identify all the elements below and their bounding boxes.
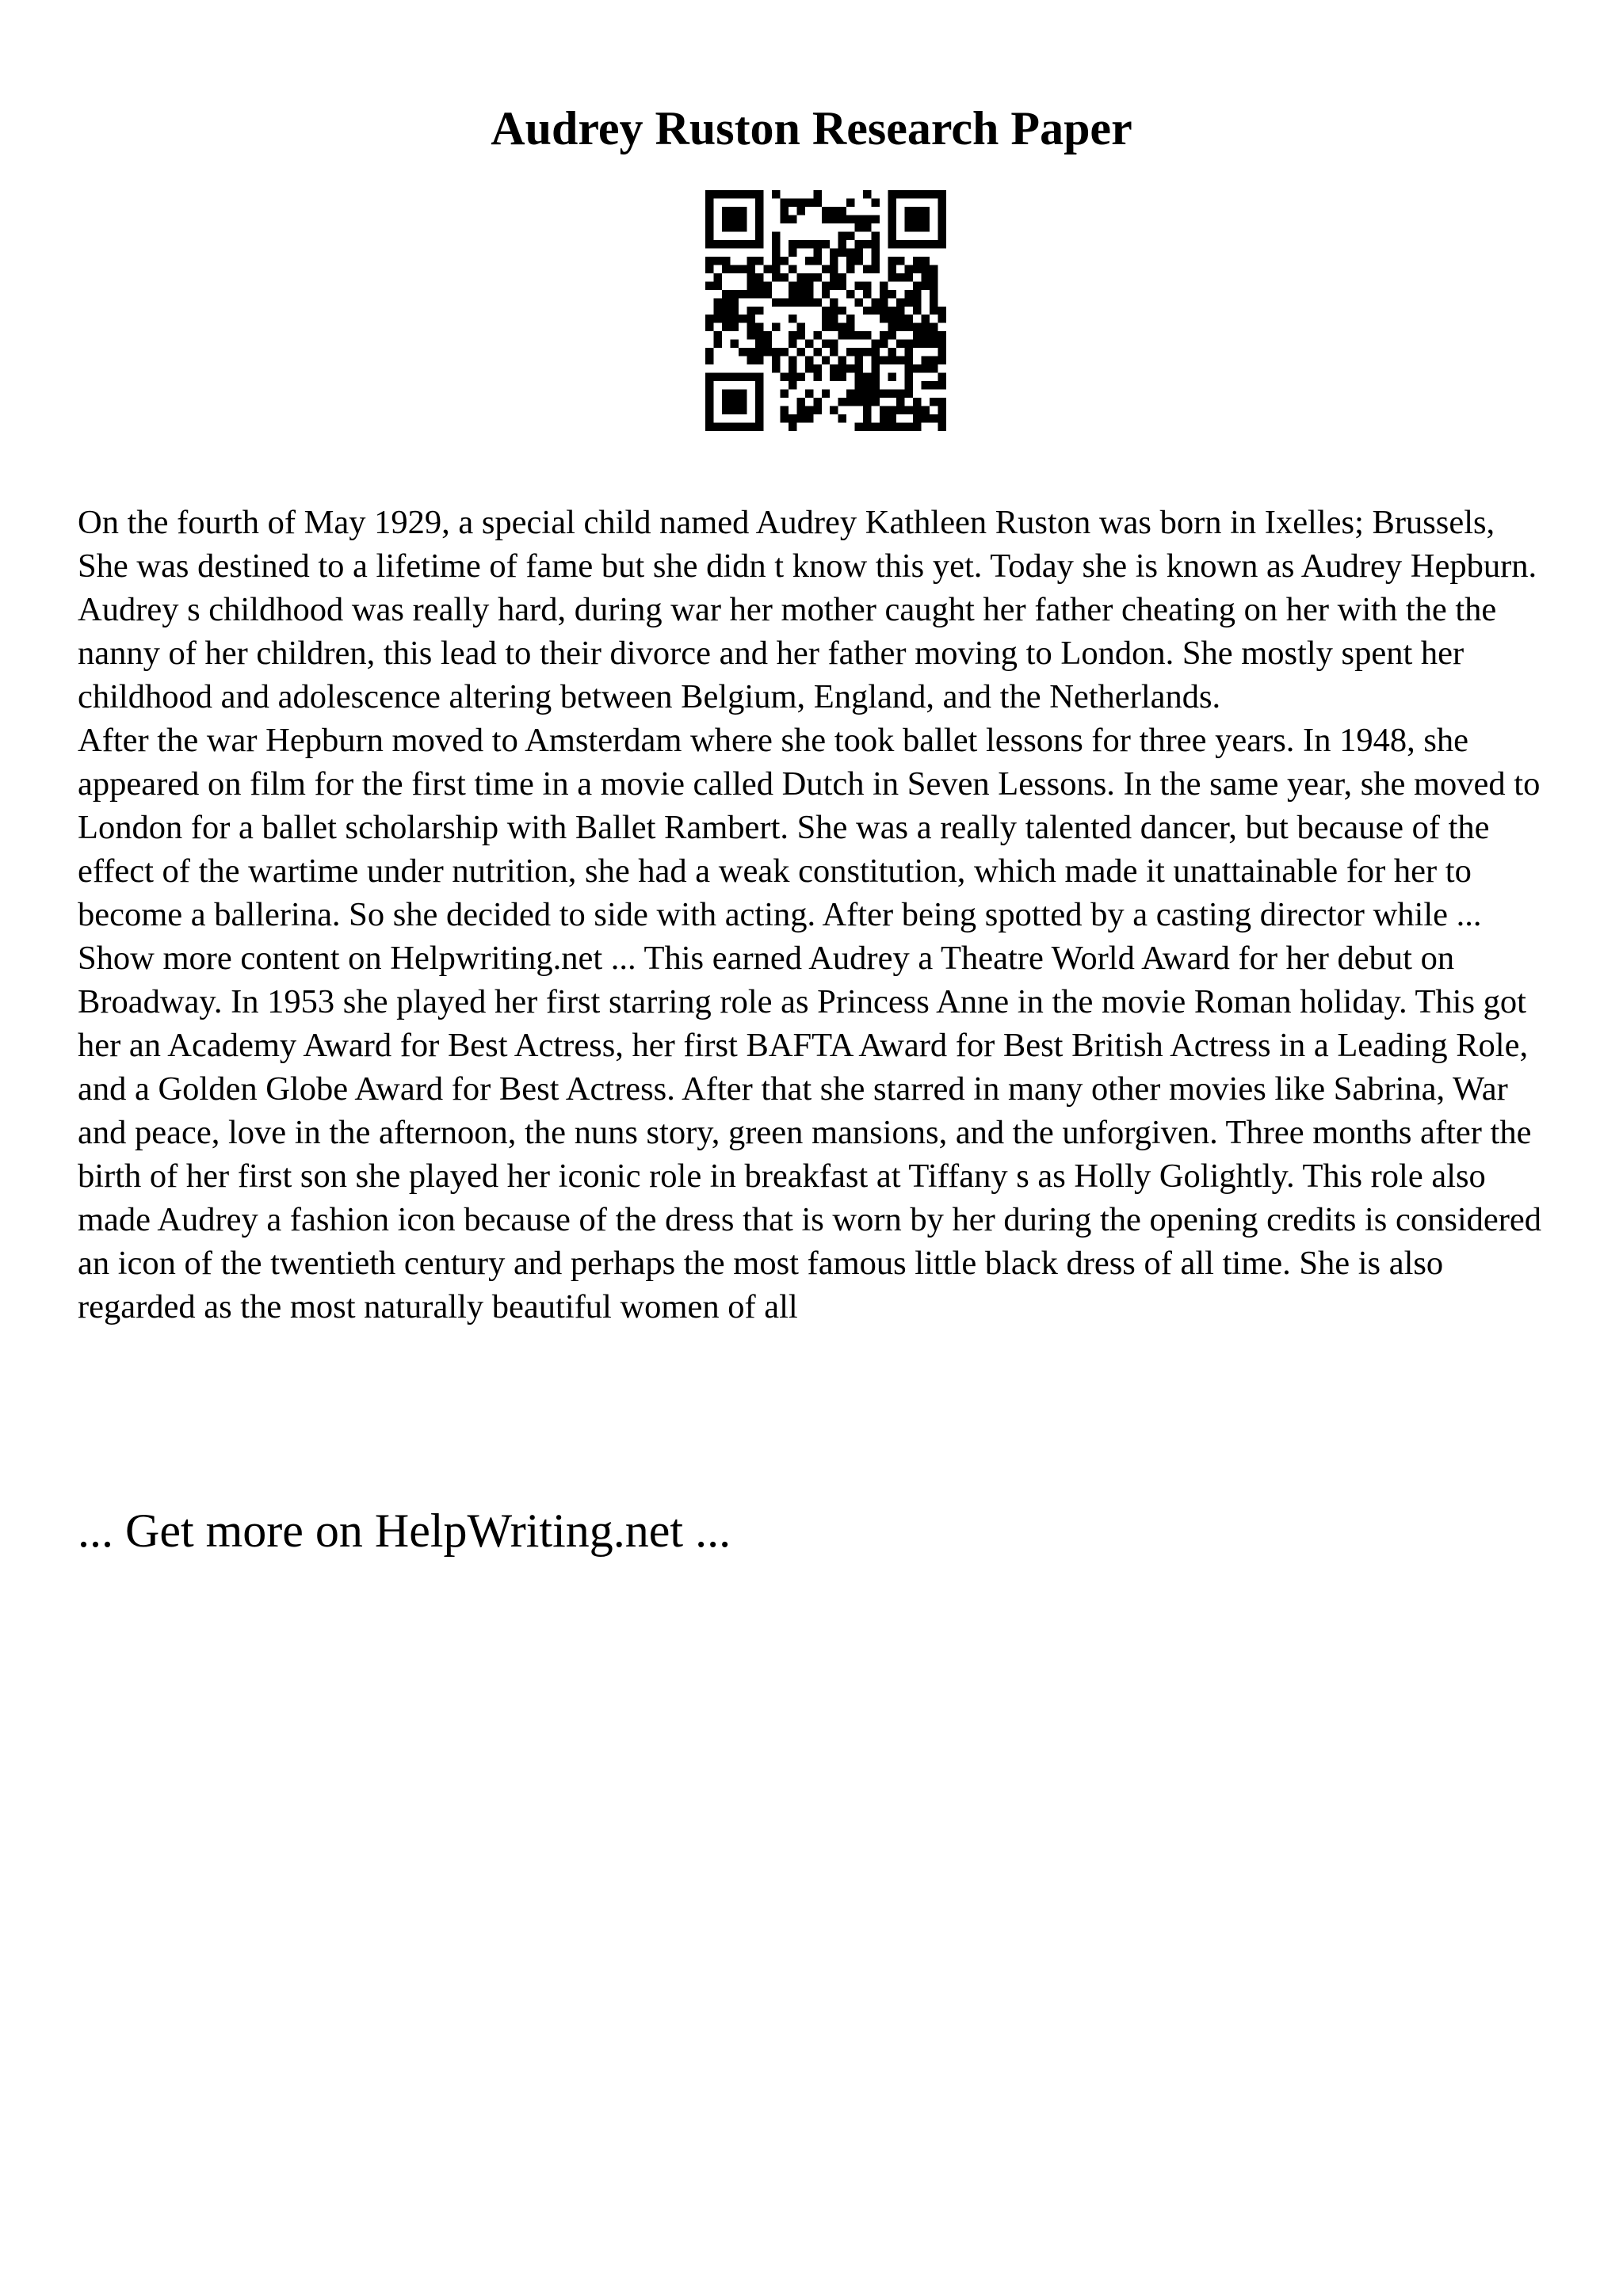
- paragraph: On the fourth of May 1929, a special child named Audrey Kathleen Ruston was born in Ixelles; Brussels, She was destined to a lifetime of fame but she didn t know this yet. Today she is known as Audrey Hepburn. Audrey s childhood was really hard, during war her mother caught her father cheating on her with the the nanny of her children, this lead to their divorce and her father moving to London. She mostly spent her childhood and adolescence altering between Belgium, England, and the Netherlands.: [78, 504, 1537, 715]
- page-title: Audrey Ruston Research Paper: [491, 102, 1132, 154]
- body-text: [78, 501, 1552, 1329]
- paragraph: After the war Hepburn moved to Amsterdam where she took ballet lessons for three years. In 1948, she appeared on film for the first time in a movie called Dutch in Seven Lessons. In the same year, she moved to London for a ballet scholarship with Ballet Rambert. She was a really talented dancer, but because of the effect of the wartime under nutrition, she had a weak constitution, which made it unattainable for her to become a ballerina. So she decided to side with acting. After being spotted by a casting director while ... Show more content on Helpwriting.net ... This earned Audrey a Theatre World Award for her debut on Broadway. In 1953 she played her first starring role as Princess Anne in the movie Roman holiday. This got her an Academy Award for Best Actress, her first BAFTA Award for Best British Actress in a Leading Role, and a Golden Globe Award for Best Actress. After that she starred in many other movies like Sabrina, War and peace, love in the afternoon, the nuns story, green mansions, and the unforgiven. Three months after the birth of her first son she played her iconic role in breakfast at Tiffany s as Holly Golightly. This role also made Audrey a fashion icon because of the dress that is worn by her during the opening credits is considered an icon of the twentieth century and perhaps the most famous little black dress of all time. She is also regarded as the most naturally beautiful women of all: [78, 722, 1542, 1325]
- get-more-link[interactable]: ... Get more on HelpWriting.net ...: [78, 1505, 731, 1557]
- qr-code-icon[interactable]: [705, 190, 946, 431]
- qr-code-graphic: [705, 190, 946, 431]
